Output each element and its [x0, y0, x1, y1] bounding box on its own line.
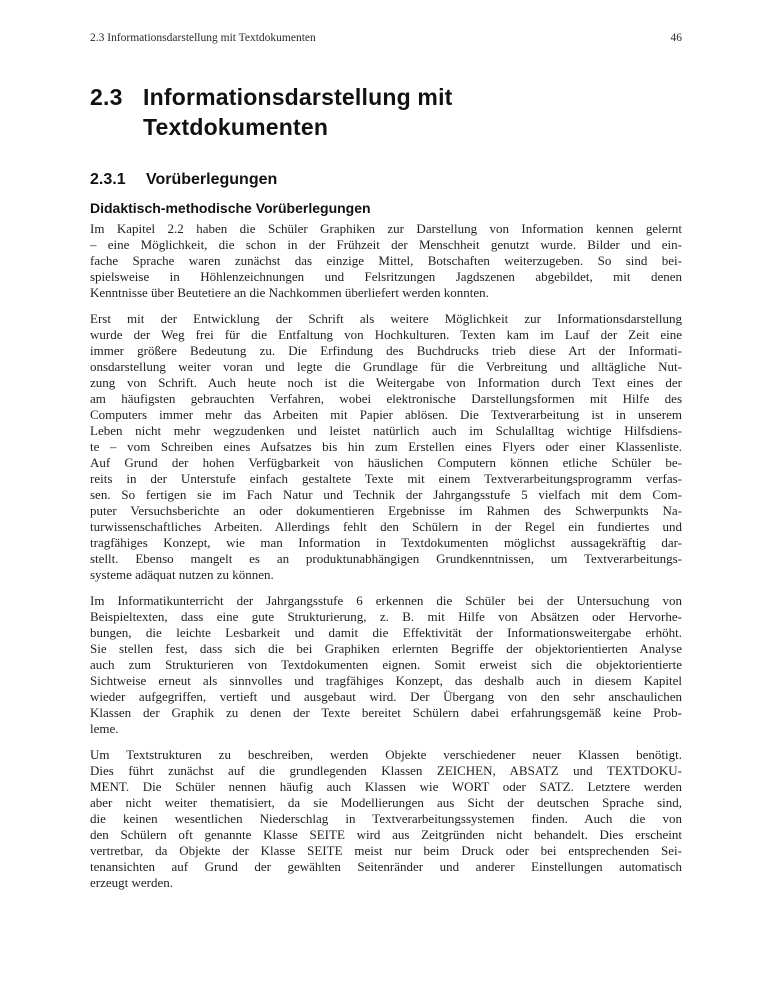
text-line: tenansichten auf Grund der gewählten Seitenränder und anderer Einstellungen automatisch: [90, 859, 682, 874]
text-line: puter Versuchsberichte an oder dokumentieren Ergebnisse im Rahmen des Schwerpunkts Na-: [90, 503, 682, 518]
text-line: auch zum Strukturieren von Textdokumenten eignen. Somit erweist sich die objektorientierte: [90, 657, 682, 672]
page-number: 46: [670, 32, 682, 44]
text-line: bungen, die leichte Lesbarkeit und damit die Effektivität der Informationsweitergabe erhöht.: [90, 625, 682, 640]
text-line: Leben nicht mehr wegzudenken und leistet natürlich auch im Schulalltag wichtige Hilfsdiens-: [90, 423, 682, 438]
text-line: Kenntnisse über Beutetiere an die Nachkommen überliefert werden konnten.: [90, 285, 489, 300]
section-heading: [90, 170, 277, 190]
text-line: Im Kapitel 2.2 haben die Schüler Graphiken zur Darstellung von Information kennen gelernt: [90, 221, 682, 236]
text-line: vertretbar, da Objekte der Klasse SEITE meist nur beim Druck oder bei entsprechenden Sei-: [90, 843, 682, 858]
text-line: Sie stellen fest, dass sich die bei Graphiken erlernten Begriffe der objektorientierten Analyse: [90, 641, 682, 656]
chapter-title-line-1: Informationsdarstellung mit: [143, 84, 453, 110]
text-line: spielsweise in Höhlenzeichnungen und Felsritzungen Jagdszenen abgebildet, mit denen: [90, 269, 682, 284]
text-line: fache Sprache waren zunächst das einzige Mittel, Botschaften weiterzugeben. So sind bei-: [90, 253, 682, 268]
paragraph: [90, 593, 682, 737]
text-line: systeme adäquat nutzen zu können.: [90, 567, 274, 582]
text-line: Im Informatikunterricht der Jahrgangsstufe 6 erkennen die Schüler bei der Untersuchung von: [90, 593, 682, 608]
text-line: Beispieltexten, dass eine gute Strukturierung, z. B. mit Hilfe von Absätzen oder Hervorhe-: [90, 609, 682, 624]
chapter-number: 2.3: [90, 84, 123, 110]
text-line: Sichtweise erneut als sinnvolles und tragfähiges Konzept, das deshalb auch in diesem Kapitel: [90, 673, 682, 688]
text-line: leme.: [90, 721, 119, 736]
text-line: aber nicht weiter thematisiert, da sie Modellierungen aus Sicht der deutschen Sprache sind,: [90, 795, 682, 810]
text-line: Um Textstrukturen zu beschreiben, werden Objekte verschiedener neuer Klassen benötigt.: [90, 747, 682, 762]
chapter-title-line-2: Textdokumenten: [143, 114, 329, 140]
text-line: Erst mit der Entwicklung der Schrift als weitere Möglichkeit zur Informationsdarstellung: [90, 311, 682, 326]
body-paragraphs: [90, 221, 682, 901]
text-line: reits in der Unterstufe einfach gestaltete Texte mit einem Textverarbeitungsprogramm verfas-: [90, 471, 682, 486]
text-line: tragfähiges Konzept, wie man Information in Textdokumenten möglichst aussagekräftig dar-: [90, 535, 682, 550]
text-line: onsdarstellung weiter voran und legte die Grundlage für die Verbreitung und alltägliche Nut-: [90, 359, 682, 374]
section-label: Vorüberlegungen: [146, 171, 278, 188]
text-line: den Schülern oft genannte Klasse SEITE wird aus Zeitgründen nicht behandelt. Dies erscheint: [90, 827, 682, 842]
text-line: – eine Möglichkeit, die schon in der Frühzeit der Menschheit genutzt wurde. Bilder und ein-: [90, 237, 682, 252]
text-line: zung von Schrift. Auch heute noch ist die Weitergabe von Information durch Text eines der: [90, 375, 682, 390]
chapter-title: [90, 82, 453, 142]
text-line: turwissenschaftliches Arbeiten. Allerdings fehlt den Schülern in der Regel ein fundiertes und: [90, 519, 682, 534]
chapter-title-text: [143, 82, 453, 142]
paragraph: [90, 221, 682, 301]
subsection-heading: Didaktisch-methodische Vorüberlegungen: [90, 200, 371, 216]
text-line: die keinen wesentlichen Niederschlag in Textverarbeitungssystemen finden. Auch die von: [90, 811, 682, 826]
text-line: immer größere Bedeutung zu. Die Erfindung des Buchdrucks trieb diese Art der Informati-: [90, 343, 682, 358]
text-line: Auf Grund der hohen Verfügbarkeit von häuslichen Computern können etliche Schüler be-: [90, 455, 682, 470]
text-line: stellt. Ebenso mangelt es an produktunabhängigen Grundkenntnissen, um Textverarbeitungs-: [90, 551, 682, 566]
paragraph: [90, 311, 682, 583]
paragraph: [90, 747, 682, 891]
text-line: wieder aufgegriffen, vertieft und ausgebaut wird. Der Übergang von den sehr anschaulichen: [90, 689, 682, 704]
running-header: [90, 31, 682, 45]
text-line: MENT. Die Schüler nennen häufig auch Klassen wie WORT oder SATZ. Letztere werden: [90, 779, 682, 794]
text-line: am häufigsten gebrauchten Verfahren, wobei elektronische Darstellungsformen mit Hilfe des: [90, 391, 682, 406]
text-line: wurde der Weg frei für die Entfaltung von Hochkulturen. Texten kam im Lauf der Zeit eine: [90, 327, 682, 342]
text-line: te – vom Schreiben eines Aufsatzes bis hin zum Erstellen eines Flyers oder einer Klassenliste.: [90, 439, 682, 454]
text-line: sen. So fertigen sie im Fach Natur und Technik der Jahrgangsstufe 5 vielfach mit dem Com-: [90, 487, 682, 502]
section-number: 2.3.1: [90, 171, 126, 188]
text-line: erzeugt werden.: [90, 875, 174, 890]
text-line: Klassen der Graphik zu denen der Texte bereitet Schülern dabei erfahrungsgemäß keine Prob-: [90, 705, 682, 720]
text-line: Dies führt zunächst auf die grundlegenden Klassen ZEICHEN, ABSATZ und TEXTDOKU-: [90, 763, 682, 778]
running-header-title: 2.3 Informationsdarstellung mit Textdokumenten: [90, 32, 316, 44]
text-line: Computers immer mehr das Arbeiten mit Papier ablösen. Die Textverarbeitung ist in unserem: [90, 407, 682, 422]
